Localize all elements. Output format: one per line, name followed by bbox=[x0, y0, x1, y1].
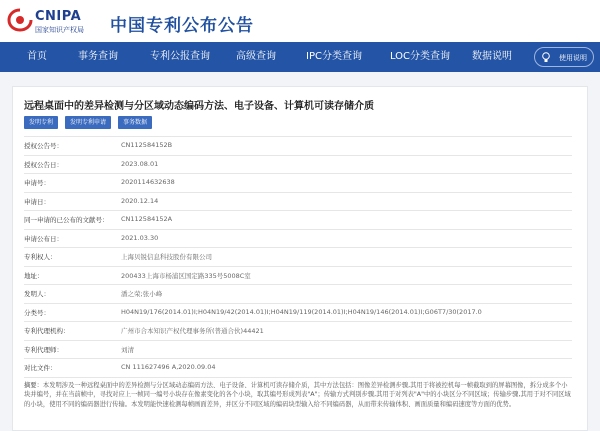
divider bbox=[24, 340, 572, 341]
divider bbox=[24, 155, 572, 156]
field-label: 同一申请的已公布的文献号： bbox=[24, 216, 109, 224]
help-button[interactable] bbox=[534, 47, 594, 67]
field-row bbox=[24, 156, 572, 175]
invention-application-button[interactable]: 发明专利申请 bbox=[65, 116, 111, 129]
field-row bbox=[24, 248, 572, 267]
site-header bbox=[0, 0, 600, 42]
field-value: 潘之荣;张小峰 bbox=[121, 290, 163, 298]
field-row bbox=[24, 211, 572, 230]
field-label: 申请号： bbox=[24, 179, 50, 187]
cnipa-logo[interactable] bbox=[7, 6, 97, 36]
field-row bbox=[24, 285, 572, 304]
divider bbox=[24, 266, 572, 267]
field-label: 分类号： bbox=[24, 308, 50, 317]
divider bbox=[24, 136, 572, 137]
field-label: 授权公告日： bbox=[24, 160, 63, 169]
divider bbox=[24, 247, 572, 248]
field-label: 发明人： bbox=[24, 290, 50, 298]
abstract-text: 本发明涉及一种远程桌面中的差异检测与分区域动态编码方法、电子设备、计算机可读存储介质，其中方法包括：图像差异检测步骤,其用于将被控机每一帧截取到的屏幕图像，拆分成多个小块并编号，并在当前帧中，寻找对应上一帧同一编号小块存在像素变化的各个小块，取其编号形成列表"A"；传输方式判别步骤,其用于对列表"A"中的小块区分不同区域；传输步骤,其用于对不同区域的小块，使用不同的编码器进行传输。本发明能快速检测每帧画面差异，并区分不同区域的编码块型输入给不同编码器，从而带来传输体积、画面质量和编码速度等方面的优势。 bbox=[24, 381, 571, 408]
logo-text: CNIPA bbox=[35, 9, 82, 24]
field-row bbox=[24, 230, 572, 249]
field-value: 200433上海市杨浦区国定路335号5008C室 bbox=[121, 271, 251, 280]
field-row bbox=[24, 304, 572, 323]
divider bbox=[24, 229, 572, 230]
field-value: CN 111627496 A,2020.09.04 bbox=[121, 363, 216, 371]
field-label: 专利代理机构： bbox=[24, 327, 70, 335]
field-value: 2023.08.01 bbox=[121, 159, 159, 168]
affairs-data-button[interactable]: 事务数据 bbox=[118, 116, 152, 129]
field-row bbox=[24, 359, 572, 378]
nav-affairs-query[interactable]: 事务查询 bbox=[78, 51, 118, 62]
help-button-label: 使用说明 bbox=[559, 54, 587, 62]
nav-home[interactable]: 首页 bbox=[27, 51, 47, 62]
field-value: 刘清 bbox=[121, 345, 134, 354]
field-label: 地址： bbox=[24, 271, 44, 280]
abstract bbox=[24, 381, 572, 410]
field-row bbox=[24, 137, 572, 156]
field-value: H04N19/176(2014.01)I;H04N19/42(2014.01)I;H04N19/119(2014.01)I;H04N19/146(2014.01)I;G06T7/30(2017.0 bbox=[121, 307, 482, 316]
nav-ipc-query[interactable]: IPC分类查询 bbox=[306, 51, 362, 62]
field-label: 专利权人： bbox=[24, 253, 57, 261]
logo-subtext: 国家知识产权局 bbox=[35, 26, 84, 34]
field-value: CN112584152A bbox=[121, 215, 173, 223]
nav-loc-query[interactable]: LOC分类查询 bbox=[389, 51, 451, 62]
divider bbox=[24, 321, 572, 322]
field-row bbox=[24, 193, 572, 212]
lightbulb-icon bbox=[541, 52, 551, 63]
field-value: 广州市合本知识产权代理事务所(普通合伙)44421 bbox=[121, 327, 264, 335]
field-label: 申请公布日： bbox=[24, 234, 63, 243]
divider bbox=[24, 284, 572, 285]
divider bbox=[24, 173, 572, 174]
divider bbox=[24, 358, 572, 359]
nav-data-description[interactable]: 数据说明 bbox=[472, 51, 512, 62]
nav-gazette-query[interactable]: 专利公报查询 bbox=[150, 51, 210, 62]
field-value: 2020.12.14 bbox=[121, 196, 159, 205]
field-label: 专利代理师： bbox=[24, 345, 63, 354]
divider bbox=[24, 192, 572, 193]
field-value: 2020114632638 bbox=[121, 178, 175, 186]
abstract-label: 摘要： bbox=[24, 381, 43, 389]
divider bbox=[24, 303, 572, 304]
divider bbox=[24, 377, 572, 378]
cnipa-emblem-icon bbox=[7, 8, 33, 32]
field-value: 2021.03.30 bbox=[121, 233, 159, 242]
main-nav bbox=[0, 42, 600, 72]
site-title: 中国专利公布公告 bbox=[110, 16, 254, 36]
field-value: CN112584152B bbox=[121, 141, 173, 149]
field-label: 对比文件： bbox=[24, 364, 57, 372]
patent-title: 远程桌面中的差异检测与分区域动态编码方法、电子设备、计算机可读存储介质 bbox=[24, 101, 374, 112]
invention-patent-button[interactable]: 发明专利 bbox=[24, 116, 58, 129]
field-row bbox=[24, 341, 572, 360]
field-value: 上海贝锐信息科技股份有限公司 bbox=[121, 253, 212, 261]
field-row bbox=[24, 174, 572, 193]
field-label: 申请日： bbox=[24, 197, 50, 206]
field-row bbox=[24, 267, 572, 286]
divider bbox=[24, 210, 572, 211]
field-label: 授权公告号： bbox=[24, 142, 63, 150]
patent-detail-card bbox=[12, 86, 588, 431]
nav-advanced-query[interactable]: 高级查询 bbox=[236, 51, 276, 62]
